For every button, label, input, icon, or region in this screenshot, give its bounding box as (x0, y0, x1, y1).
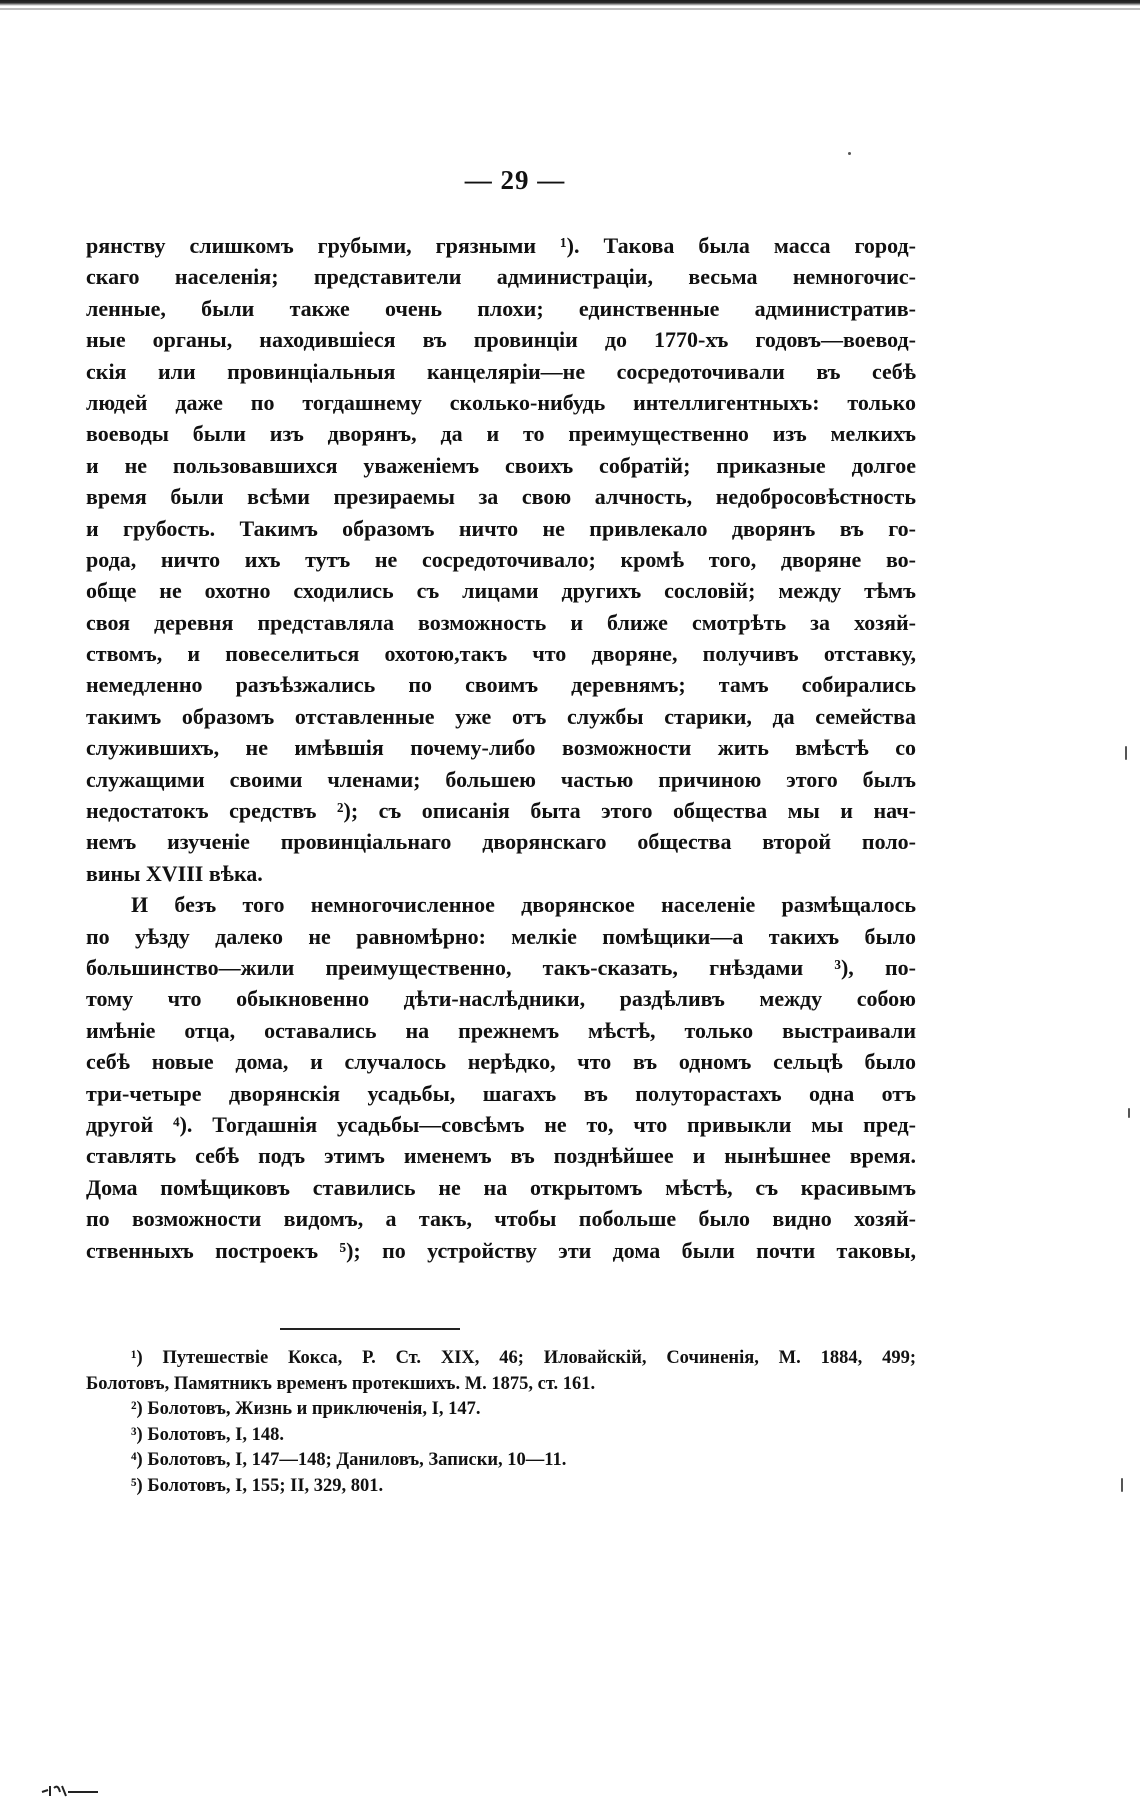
text-line: время были всѣми презираемы за свою алчность, недобросовѣстность (86, 484, 916, 510)
text-line-paragraph-end: вины XVIII вѣка. (86, 860, 263, 886)
ink-mark (40, 1778, 100, 1798)
text-line: себѣ новые дома, и случалось нерѣдко, что въ одномъ сельцѣ было (86, 1049, 916, 1075)
footnote-line: ¹) Путешествіе Кокса, Р. Ст. XIX, 46; Иловайскій, Сочиненія, М. 1884, 499; (131, 1348, 916, 1368)
scan-speck (1121, 1478, 1123, 1492)
text-line: скія или провинціальныя канцеляріи—не сосредоточивали въ себѣ (86, 358, 916, 384)
text-line: Дома помѣщиковъ ставились не на открытомъ мѣстѣ, съ красивымъ (86, 1174, 916, 1200)
text-line: по уѣзду далеко не равномѣрно: мелкіе помѣщики—а такихъ было (86, 923, 916, 949)
text-line: обще не охотно сходились съ лицами другихъ сословій; между тѣмъ (86, 578, 916, 604)
text-line: большинство—жили преимущественно, такъ-сказать, гнѣздами ³), по- (86, 954, 916, 980)
scan-speck (1128, 1108, 1130, 1118)
footnote-line: ⁴) Болотовъ, I, 147—148; Даниловъ, Записки, 10—11. (131, 1450, 567, 1470)
text-line: ные органы, находившіеся въ провинціи до 1770-хъ годовъ—воевод- (86, 327, 916, 353)
text-line: рянству слишкомъ грубыми, грязными ¹). Такова была масса город- (86, 233, 916, 258)
main-text (86, 230, 916, 1266)
scan-speck (1125, 746, 1127, 760)
text-line: тому что обыкновенно дѣти-наслѣдники, раздѣливъ между собою (86, 986, 916, 1012)
text-line: ставлять себѣ подъ этимъ именемъ въ позднѣйшее и нынѣшнее время. (86, 1143, 916, 1169)
text-line: служившихъ, не имѣвшія почему-либо возможности жить вмѣстѣ со (86, 735, 916, 761)
text-line-paragraph-start: И безъ того немногочисленное дворянское населеніе размѣщалось (131, 892, 916, 918)
text-line: другой ⁴). Тогдашнія усадьбы—совсѣмъ не то, что привыкли мы пред- (86, 1111, 916, 1137)
footnote-line: Болотовъ, Памятникъ временъ протекшихъ. М. 1875, ст. 161. (86, 1373, 596, 1394)
text-line: немъ изученіе провинціальнаго дворянскаго общества второй поло- (86, 829, 916, 855)
text-line: скаго населенія; представители администраціи, весьма немногочис- (86, 264, 916, 290)
text-line: и грубость. Такимъ образомъ ничто не привлекало дворянъ въ го- (86, 515, 916, 541)
page-number: — 29 — (464, 165, 566, 195)
text-line: ствомъ, и повеселиться охотою,такъ что дворяне, получивъ отставку, (86, 641, 916, 667)
text-line: немедленно разъѣзжались по своимъ деревнямъ; тамъ собирались (86, 672, 916, 698)
text-line: ленные, были также очень плохи; единственные административ- (86, 295, 916, 321)
text-line: недостатокъ средствъ ²); съ описанія быта этого общества мы и нач- (86, 798, 916, 824)
text-line: рода, ничто ихъ тутъ не сосредоточивало; кромѣ того, дворяне во- (86, 546, 916, 572)
footnote-separator (280, 1328, 460, 1330)
scan-speck (848, 152, 851, 155)
footnotes (86, 1346, 916, 1499)
top-edge-rule-thin (0, 8, 1140, 10)
footnote-line: ⁵) Болотовъ, I, 155; II, 329, 801. (131, 1475, 384, 1496)
text-line: такимъ образомъ отставленные уже отъ службы старики, да семейства (86, 703, 916, 729)
text-line: три-четыре дворянскія усадьбы, шагахъ въ полуторастахъ одна отъ (86, 1080, 916, 1106)
text-line: и не пользовавшихся уваженіемъ своихъ собратій; приказные долгое (86, 452, 916, 478)
footnote-line: ³) Болотовъ, I, 148. (131, 1424, 284, 1445)
text-line: имѣніе отца, оставались на прежнемъ мѣстѣ, только выстраивали (86, 1017, 916, 1043)
footnote-line: ²) Болотовъ, Жизнь и приключенія, I, 147. (131, 1399, 481, 1419)
text-line: воеводы были изъ дворянъ, да и то преимущественно изъ мелкихъ (86, 421, 916, 447)
text-line: служащими своими членами; большею частью причиною этого былъ (86, 766, 916, 792)
text-line: своя деревня представляла возможность и ближе смотрѣть за хозяй- (86, 609, 916, 635)
text-line: по возможности видомъ, а такъ, чтобы побольше было видно хозяй- (86, 1206, 916, 1232)
top-edge-rule (0, 0, 1140, 6)
text-line: ственныхъ построекъ ⁵); по устройству эти дома были почти таковы, (86, 1237, 916, 1263)
text-line: людей даже по тогдашнему сколько-нибудь интеллигентныхъ: только (86, 389, 916, 415)
